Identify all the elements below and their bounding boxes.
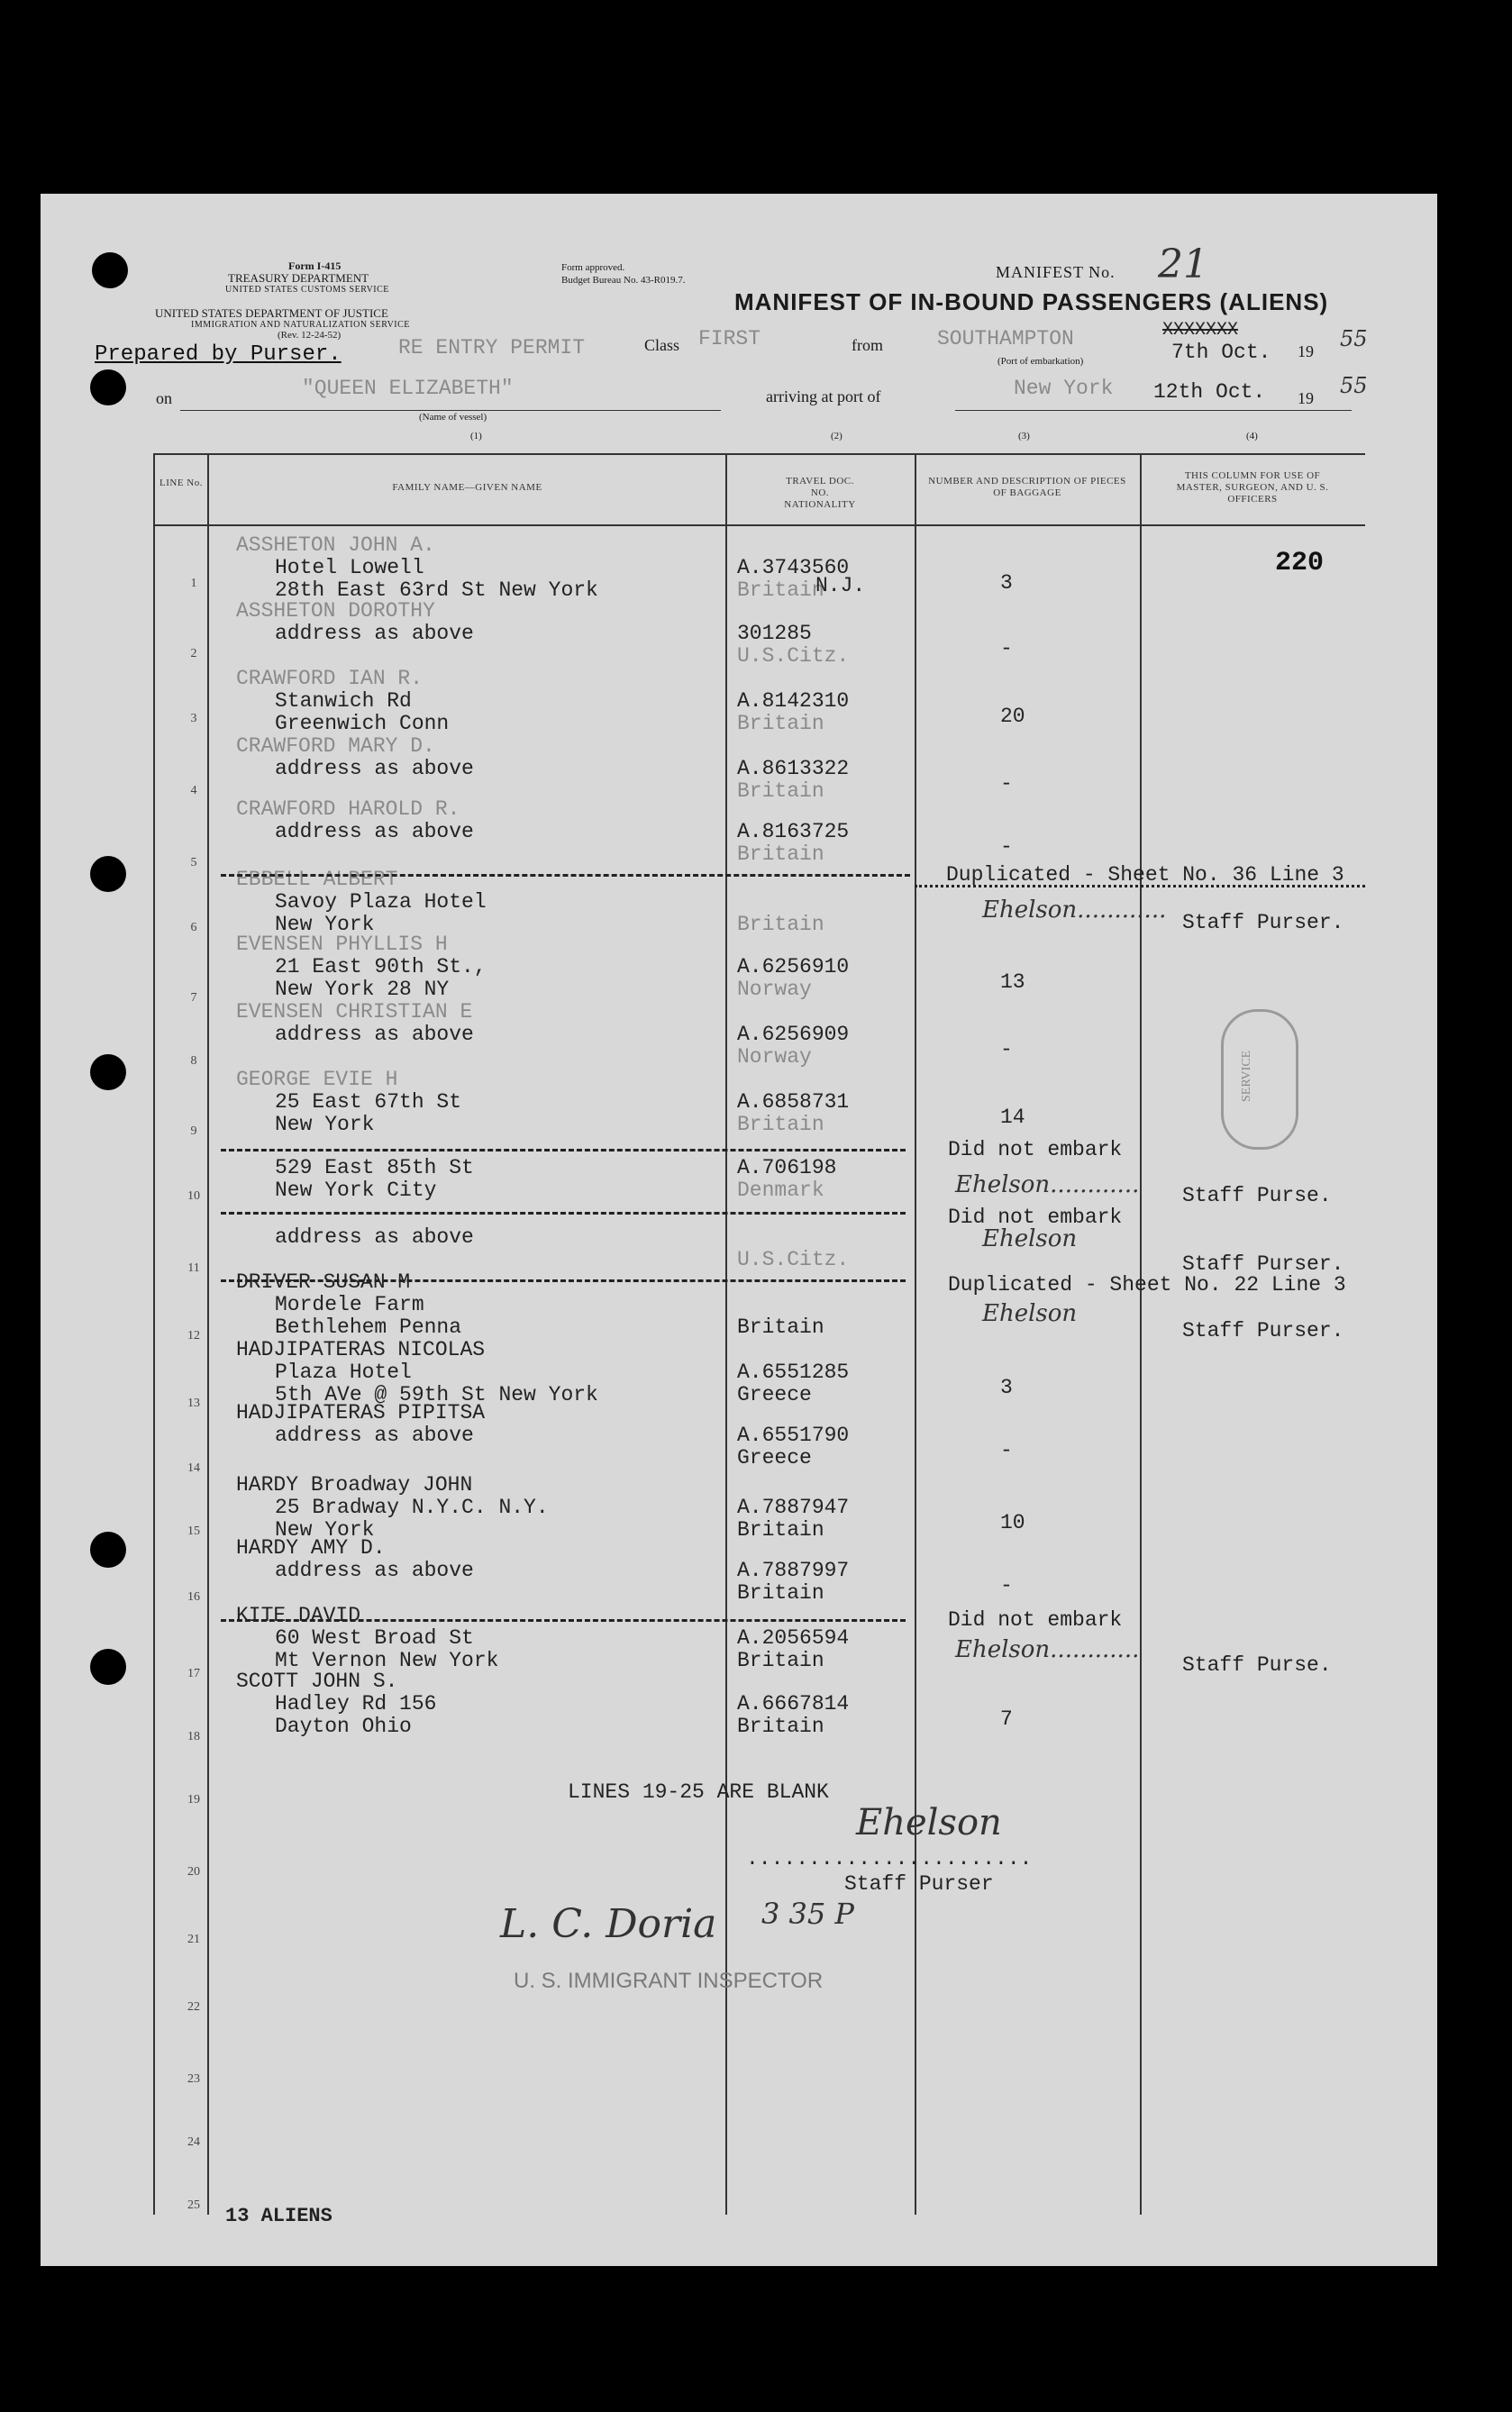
entry-nationality: U.S.Citz.	[737, 644, 850, 668]
entry-address: Plaza Hotel	[275, 1361, 412, 1384]
prepared-by: Prepared by Purser.	[95, 342, 342, 367]
entry-address: 529 East 85th St	[275, 1156, 474, 1179]
entry-name: EBBELL ALBERT	[236, 868, 398, 891]
entry-name: CRAWFORD MARY D.	[236, 734, 435, 758]
entry-name: SCOTT JOHN S.	[236, 1670, 398, 1693]
table-header-border	[153, 524, 1365, 526]
remark-signature: Ehelson	[982, 1225, 1078, 1252]
entry-nationality: Britain	[737, 779, 824, 803]
entry-address: New York 28 NY	[275, 978, 450, 1001]
entry-address: Mt Vernon New York	[275, 1649, 499, 1672]
officer-note: 220	[1275, 548, 1325, 578]
dept-justice: UNITED STATES DEPARTMENT OF JUSTICE	[155, 306, 388, 320]
entry-nationality: Britain	[737, 1113, 824, 1136]
remark-staff-purser: Staff Purse.	[1182, 1653, 1332, 1677]
line-number: 8	[190, 1054, 197, 1068]
punch-hole	[92, 252, 128, 288]
col-header-baggage: NUMBER AND DESCRIPTION OF PIECES OF BAGGAGE	[928, 476, 1126, 498]
strike-line	[221, 1212, 906, 1215]
table-top-border	[153, 453, 1365, 455]
entry-address: New York City	[275, 1179, 437, 1202]
entry-travel-doc: A.3743560	[737, 556, 850, 579]
entry-travel-doc: A.6256909	[737, 1023, 850, 1046]
line-number: 1	[190, 577, 197, 590]
entry-travel-doc: A.6256910	[737, 955, 850, 978]
manifest-title: MANIFEST OF IN-BOUND PASSENGERS (ALIENS)	[734, 288, 1329, 315]
remark-not-embark: Did not embark	[948, 1206, 1123, 1229]
entry-nationality: Britain	[737, 1715, 824, 1738]
entry-travel-doc: A.6551790	[737, 1424, 850, 1447]
blank-lines-note: LINES 19-25 ARE BLANK	[568, 1780, 829, 1804]
remark-signature: Ehelson............	[955, 1636, 1140, 1663]
remark-duplicated-36: Duplicated - Sheet No. 36 Line 3	[946, 863, 1344, 887]
entry-nationality: Britain	[737, 578, 824, 602]
entry-name: ASSHETON DOROTHY	[236, 599, 435, 623]
entry-baggage: 3	[1000, 1376, 1013, 1399]
entry-nationality: Greece	[737, 1383, 812, 1406]
punch-hole	[90, 856, 126, 892]
port-embark-note: (Port of embarkation)	[997, 356, 1084, 367]
line-number: 6	[190, 921, 197, 934]
entry-address: New York	[275, 913, 375, 936]
entry-nationality: Denmark	[737, 1179, 824, 1202]
class-value: FIRST	[698, 327, 761, 350]
entry-address: New York	[275, 1518, 375, 1542]
manifest-label: MANIFEST No.	[996, 263, 1116, 281]
entry-baggage: 14	[1000, 1106, 1025, 1129]
col-num-2: (2)	[831, 431, 843, 441]
col-num-3: (3)	[1018, 431, 1030, 441]
strike-line	[221, 874, 910, 877]
vessel-underline	[180, 410, 721, 411]
entry-travel-doc: A.706198	[737, 1156, 837, 1179]
entry-name: EVENSEN PHYLLIS H	[236, 933, 448, 956]
entry-address: address as above	[275, 1023, 474, 1046]
remark-signature: Ehelson............	[955, 1171, 1140, 1198]
entry-address: Mordele Farm	[275, 1293, 424, 1316]
budget-bureau: Budget Bureau No. 43-R019.7.	[561, 275, 686, 286]
remark-staff-purser: Staff Purser.	[1182, 1319, 1344, 1343]
entry-travel-doc: A.8142310	[737, 689, 850, 713]
line-number: 25	[187, 2198, 200, 2212]
line-number: 19	[187, 1793, 200, 1807]
service-stamp	[1221, 1009, 1298, 1150]
entry-address: address as above	[275, 1424, 474, 1447]
purser-signature: Ehelson	[856, 1802, 1002, 1843]
entry-travel-doc: A.6667814	[737, 1692, 850, 1716]
entry-address: address as above	[275, 757, 474, 780]
entry-address: Hotel Lowell	[275, 556, 424, 579]
entry-name: KITE DAVID	[236, 1604, 361, 1627]
entry-nationality: Britain	[737, 712, 824, 735]
entry-address: address as above	[275, 1559, 474, 1582]
purser-title: Staff Purser	[844, 1872, 994, 1896]
entry-baggage: 7	[1000, 1707, 1013, 1731]
col-header-line: LINE No.	[159, 478, 203, 488]
entry-nationality: Britain	[737, 1581, 824, 1605]
line-number: 5	[190, 856, 197, 869]
punch-hole	[90, 1532, 126, 1568]
aliens-total: 13 ALIENS	[225, 2205, 332, 2227]
arriving-label: arriving at port of	[766, 387, 881, 405]
line-number: 9	[190, 1124, 197, 1138]
remark-signature: Ehelson............	[982, 897, 1167, 924]
entry-nationality: U.S.Citz.	[737, 1248, 850, 1271]
entry-name: HADJIPATERAS NICOLAS	[236, 1338, 486, 1361]
entry-nationality: Britain	[737, 1315, 824, 1339]
line-number: 24	[187, 2135, 200, 2149]
line-number: 23	[187, 2072, 200, 2086]
vessel-note: (Name of vessel)	[419, 412, 487, 423]
arrive-underline	[955, 410, 1352, 411]
line-number: 13	[187, 1397, 200, 1410]
line-number: 20	[187, 1865, 200, 1879]
inspector-signature: L. C. Doria	[500, 1901, 717, 1947]
form-number: Form I-415	[288, 259, 342, 272]
col-divider-line	[207, 453, 209, 2215]
entry-travel-doc: A.8163725	[737, 820, 850, 843]
entry-address: Dayton Ohio	[275, 1715, 412, 1738]
entry-travel-doc: A.6858731	[737, 1090, 850, 1114]
remark-duplicated-22: Duplicated - Sheet No. 22 Line 3	[948, 1273, 1346, 1297]
entry-baggage: -	[1000, 637, 1013, 660]
entry-baggage: -	[1000, 1439, 1013, 1462]
inspector-stamp: U. S. IMMIGRANT INSPECTOR	[514, 1969, 824, 1993]
col-header-officers: THIS COLUMN FOR USE OF MASTER, SURGEON, AND U. S. OFFICERS	[1176, 470, 1329, 505]
entry-nationality: Britain	[737, 1649, 824, 1672]
remark-staff-purser: Staff Purser.	[1182, 911, 1344, 934]
line-number: 12	[187, 1329, 200, 1343]
entry-nationality: Britain	[737, 913, 824, 936]
strike-line	[221, 1279, 906, 1282]
manifest-number: 21	[1158, 241, 1208, 287]
table-left-border	[153, 453, 155, 2215]
entry-travel-doc: A.6551285	[737, 1361, 850, 1384]
col-divider-name	[725, 453, 727, 2215]
entry-address: Stanwich Rd	[275, 689, 412, 713]
from-value: SOUTHAMPTON	[937, 327, 1074, 350]
entry-address: Greenwich Conn	[275, 712, 450, 735]
line-number: 17	[187, 1667, 200, 1680]
line-number: 10	[187, 1189, 200, 1203]
reentry-permit: RE ENTRY PERMIT	[398, 336, 586, 360]
entry-name: ASSHETON JOHN A.	[236, 533, 435, 557]
line-number: 22	[187, 2000, 200, 2014]
entry-baggage: 3	[1000, 571, 1013, 595]
line-number: 16	[187, 1590, 200, 1604]
line-number: 7	[190, 991, 197, 1005]
entry-nationality: Greece	[737, 1446, 812, 1470]
entry-nationality: Britain	[737, 842, 824, 866]
form-approved: Form approved.	[561, 262, 625, 273]
arrive-date: 12th Oct.	[1153, 380, 1266, 404]
entry-name: GEORGE EVIE H	[236, 1068, 398, 1091]
entry-address: New York	[275, 1113, 375, 1136]
service-stamp-text: SERVICE	[1240, 1050, 1253, 1102]
entry-name: HADJIPATERAS PIPITSA	[236, 1401, 486, 1424]
arrive-port: New York	[1014, 377, 1114, 400]
struck-text: XXXXXXX	[1162, 320, 1239, 341]
entry-travel-doc: A.8613322	[737, 757, 850, 780]
entry-address: 28th East 63rd St New York	[275, 578, 598, 602]
remark-staff-purser: Staff Purser.	[1182, 1252, 1344, 1276]
from-label: from	[852, 336, 883, 354]
entry-address: address as above	[275, 622, 474, 645]
entry-baggage: -	[1000, 1038, 1013, 1061]
entry-name: EVENSEN CHRISTIAN E	[236, 1000, 473, 1024]
entry-doc-extra: N.J.	[815, 574, 866, 597]
entry-travel-doc: 301285	[737, 622, 812, 645]
entry-address: 60 West Broad St	[275, 1626, 474, 1650]
entry-baggage: -	[1000, 835, 1013, 859]
entry-travel-doc: A.7887997	[737, 1559, 850, 1582]
entry-baggage: -	[1000, 772, 1013, 796]
remark-not-embark: Did not embark	[948, 1138, 1123, 1161]
entry-travel-doc: A.2056594	[737, 1626, 850, 1650]
entry-baggage: 10	[1000, 1511, 1025, 1534]
punch-hole	[90, 1649, 126, 1685]
year-prefix-1: 19	[1298, 342, 1314, 360]
line-number: 15	[187, 1525, 200, 1538]
col-header-doc: TRAVEL DOC. NO. NATIONALITY	[784, 476, 856, 510]
remark-not-embark: Did not embark	[948, 1608, 1123, 1632]
remark-staff-purser: Staff Purse.	[1182, 1184, 1332, 1207]
entry-name: CRAWFORD IAN R.	[236, 667, 424, 690]
dept-treasury-sub: UNITED STATES CUSTOMS SERVICE	[225, 285, 389, 295]
dept-justice-sub: IMMIGRATION AND NATURALIZATION SERVICE	[191, 320, 410, 330]
entry-travel-doc: A.7887947	[737, 1496, 850, 1519]
line-number: 14	[187, 1461, 200, 1475]
line-number: 4	[190, 784, 197, 797]
entry-address: address as above	[275, 820, 474, 843]
on-label: on	[156, 389, 172, 407]
depart-date: 7th Oct.	[1171, 341, 1271, 364]
entry-baggage: -	[1000, 1574, 1013, 1597]
year-1: 55	[1340, 326, 1368, 351]
entry-nationality: Norway	[737, 1045, 812, 1069]
line-number: 3	[190, 712, 197, 725]
strike-line	[221, 1619, 906, 1622]
line-number: 2	[190, 647, 197, 660]
remark-signature: Ehelson	[982, 1300, 1078, 1327]
entry-baggage: 13	[1000, 970, 1025, 994]
col-header-name: FAMILY NAME—GIVEN NAME	[392, 482, 542, 493]
revision: (Rev. 12-24-52)	[278, 330, 342, 341]
year-2: 55	[1340, 373, 1368, 398]
entry-address: 5th AVe @ 59th St New York	[275, 1383, 598, 1406]
class-label: Class	[644, 336, 680, 354]
entry-nationality: Norway	[737, 978, 812, 1001]
entry-address: Savoy Plaza Hotel	[275, 890, 487, 914]
entry-name: CRAWFORD HAROLD R.	[236, 797, 460, 821]
entry-address: 25 Bradway N.Y.C. N.Y.	[275, 1496, 549, 1519]
entry-baggage: 20	[1000, 705, 1025, 728]
entry-address: Hadley Rd 156	[275, 1692, 437, 1716]
entry-address: address as above	[275, 1225, 474, 1249]
vessel-name: "QUEEN ELIZABETH"	[302, 377, 514, 400]
inspector-time: 3 35 P	[761, 1897, 854, 1931]
entry-name: HARDY Broadway JOHN	[236, 1473, 473, 1497]
entry-address: 21 East 90th St.,	[275, 955, 487, 978]
entry-name: HARDY AMY D.	[236, 1536, 386, 1560]
dept-treasury: TREASURY DEPARTMENT	[228, 271, 369, 285]
punch-hole	[90, 369, 126, 405]
line-number: 21	[187, 1933, 200, 1946]
year-prefix-2: 19	[1298, 389, 1314, 407]
col-num-1: (1)	[470, 431, 482, 441]
col-divider-bag	[1140, 453, 1142, 2215]
entry-nationality: Britain	[737, 1518, 824, 1542]
strike-line	[221, 1149, 906, 1151]
entry-address: Bethlehem Penna	[275, 1315, 462, 1339]
entry-address: 25 East 67th St	[275, 1090, 462, 1114]
purser-dots: .......................	[746, 1847, 1033, 1870]
col-num-4: (4)	[1246, 431, 1258, 441]
line-number: 18	[187, 1730, 200, 1743]
line-number: 11	[187, 1261, 200, 1275]
entry-name: DRIVER SUSAN M	[236, 1270, 411, 1294]
col-divider-doc	[915, 453, 916, 2215]
punch-hole	[90, 1054, 126, 1090]
